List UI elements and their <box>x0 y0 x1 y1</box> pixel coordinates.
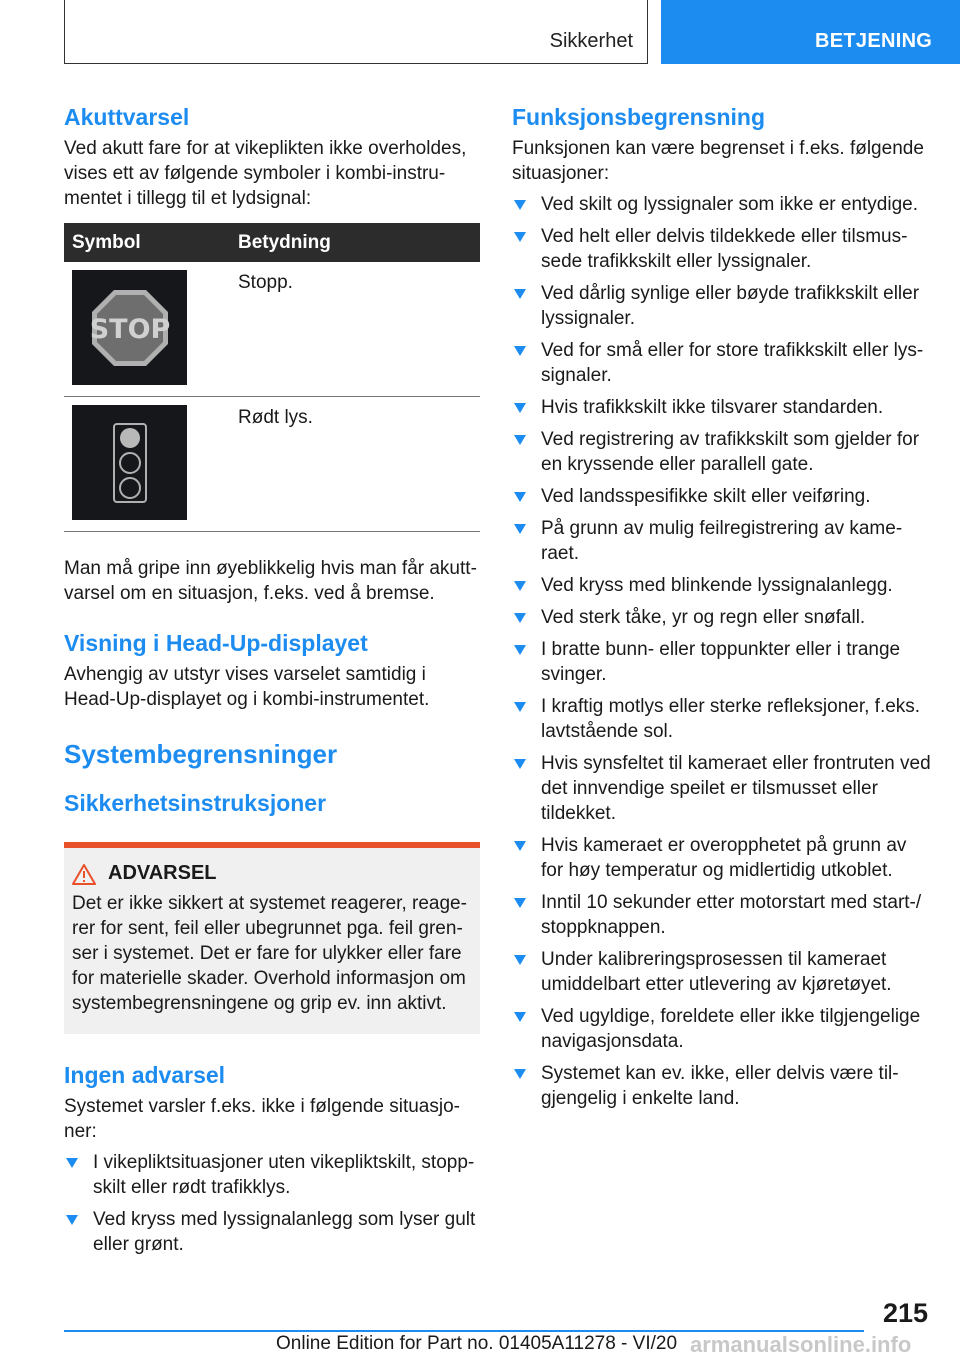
stop-sign-icon <box>72 270 187 385</box>
list-item: Ved for små eller for store trafikkskilt eller lyssignaler. <box>512 338 932 388</box>
bullet-triangle-icon <box>514 346 526 356</box>
page-number: 215 <box>882 1298 928 1328</box>
list-item: Ved dårlig synlige eller bøyde trafikkskilt eller lyssignaler. <box>512 281 932 331</box>
list-item: Inntil 10 sekunder etter motorstart med start-/ stoppknappen. <box>512 890 932 940</box>
func-text: Funksjonen kan være begrenset i f.eks. følgende situasjoner: <box>512 138 924 184</box>
bullet-triangle-icon <box>66 1158 78 1168</box>
bullet-triangle-icon <box>514 524 526 534</box>
list-item: Ved sterk tåke, yr og regn eller snøfall. <box>512 605 932 630</box>
list-item: Hvis trafikkskilt ikke tilsvarer standarden. <box>512 395 932 420</box>
bullet-triangle-icon <box>514 435 526 445</box>
bullet-triangle-icon <box>514 613 526 623</box>
list-item: Ved skilt og lyssignaler som ikke er entydige. <box>512 192 932 217</box>
list-item: Ved kryss med blinkende lyssignalanlegg. <box>512 573 932 598</box>
bullet-triangle-icon <box>514 403 526 413</box>
warning-title: ADVARSEL <box>108 862 217 884</box>
header-section-title: Sikkerhet <box>549 30 633 52</box>
safety-heading: Sikkerhetsinstruksjoner <box>64 790 327 816</box>
warning-text: Det er ikke sikkert at systemet reagerer, reagerer for sent, feil eller ubegrunnet pga. feil grenser i systemet. Det er fare for ulykker eller fare for materielle skader. Overhold informasjon om systembegrensningene og grip ev. inn aktivt. <box>72 893 467 1014</box>
nowarn-heading: Ingen advarsel <box>64 1062 226 1088</box>
nowarn-text: Systemet varsler f.eks. ikke i følgende situasjoner: <box>64 1096 460 1142</box>
list-item: I vikepliktsituasjoner uten vikepliktskilt, stoppskilt eller rødt trafikklys. <box>64 1150 480 1200</box>
warning-box <box>64 842 480 1034</box>
col-meaning: Betydning <box>230 223 480 262</box>
bullet-triangle-icon <box>514 898 526 908</box>
list-item: Systemet kan ev. ikke, eller delvis være tilgjengelig i enkelte land. <box>512 1061 932 1111</box>
stop-sign-text: STOP <box>89 313 170 345</box>
watermark-text: armanualsonline.info <box>690 1332 912 1357</box>
bullet-triangle-icon <box>514 581 526 591</box>
list-item: I kraftig motlys eller sterke refleksjoner, f.eks. lavtstående sol. <box>512 694 932 744</box>
list-item: I bratte bunn- eller toppunkter eller i trange svinger. <box>512 637 932 687</box>
left-column <box>64 100 480 1264</box>
hud-heading: Visning i Head-Up-displayet <box>64 630 368 656</box>
bullet-triangle-icon <box>514 645 526 655</box>
list-item: Hvis synsfeltet til kameraet eller frontruten ved det innvendige speilet er tilsmusset eller tildekket. <box>512 751 932 826</box>
hud-text: Avhengig av utstyr vises varselet samtidig i Head-Up-displayet og i kombi-instrumentet. <box>64 664 430 710</box>
bullet-triangle-icon <box>66 1215 78 1225</box>
list-item: Hvis kameraet er overopphetet på grunn av for høy temperatur og midlertidig utkoblet. <box>512 833 932 883</box>
bullet-triangle-icon <box>514 702 526 712</box>
akutt-heading: Akuttvarsel <box>64 104 190 130</box>
bullet-triangle-icon <box>514 1069 526 1079</box>
right-column <box>512 100 932 1118</box>
header-chapter-tab: BETJENING <box>661 0 960 64</box>
list-item: Ved landsspesifikke skilt eller veiføring. <box>512 484 932 509</box>
bullet-triangle-icon <box>514 200 526 210</box>
list-item: Ved kryss med lyssignalanlegg som lyser gult eller grønt. <box>64 1207 480 1257</box>
sys-heading: Systembegrensninger <box>64 739 338 769</box>
list-item: På grunn av mulig feilregistrering av kameraet. <box>512 516 932 566</box>
intervene-text: Man må gripe inn øyeblikkelig hvis man får akuttvarsel om en situasjon, f.eks. ved å bremse. <box>64 558 477 604</box>
akutt-text: Ved akutt fare for at vikeplikten ikke overholdes, vises ett av følgende symboler i kombi-instrumentet i tillegg til et lydsignal: <box>64 138 467 209</box>
list-item: Ved ugyldige, foreldete eller ikke tilgjengelige navigasjonsdata. <box>512 1004 932 1054</box>
bullet-triangle-icon <box>514 759 526 769</box>
func-heading: Funksjonsbegrensning <box>512 104 766 130</box>
meaning-stop: Stopp. <box>230 262 480 397</box>
bullet-triangle-icon <box>514 1012 526 1022</box>
symbol-table-header <box>64 223 480 262</box>
symbol-table <box>64 223 480 532</box>
list-item: Ved registrering av trafikkskilt som gjelder for en kryssende eller parallell gate. <box>512 427 932 477</box>
footer-edition: Online Edition for Part no. 01405A11278 - VI/20 <box>276 1333 678 1354</box>
red-light-icon <box>72 405 187 520</box>
warning-triangle-icon <box>72 863 96 885</box>
bullet-triangle-icon <box>514 841 526 851</box>
bullet-triangle-icon <box>514 232 526 242</box>
col-symbol: Symbol <box>64 223 230 262</box>
list-item: Ved helt eller delvis tildekkede eller tilsmussede trafikkskilt eller lyssignaler. <box>512 224 932 274</box>
bullet-triangle-icon <box>514 289 526 299</box>
bullet-triangle-icon <box>514 492 526 502</box>
table-row <box>64 397 480 532</box>
header-section-box <box>64 0 648 64</box>
func-list <box>512 192 932 1111</box>
table-row <box>64 262 480 397</box>
bullet-triangle-icon <box>514 955 526 965</box>
nowarn-list <box>64 1150 480 1257</box>
list-item: Under kalibreringsprosessen til kameraet umiddelbart etter utlevering av kjøretøyet. <box>512 947 932 997</box>
meaning-red-light: Rødt lys. <box>230 397 480 532</box>
